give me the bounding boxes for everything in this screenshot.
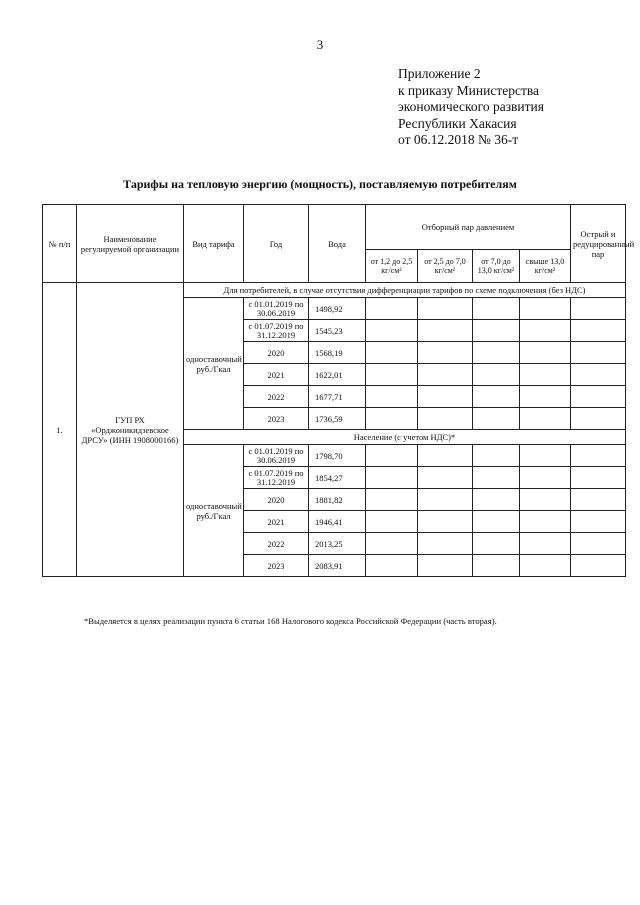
empty-cell — [520, 467, 571, 489]
water-value: 1854,27 — [309, 467, 366, 489]
empty-cell — [473, 364, 520, 386]
water-value: 1736,59 — [309, 408, 366, 430]
appendix-line: к приказу Министерства — [398, 82, 540, 98]
appendix-line: экономического развития — [398, 99, 544, 115]
water-value: 1568,19 — [309, 342, 366, 364]
empty-cell — [366, 298, 418, 320]
water-value: 2013,25 — [309, 533, 366, 555]
empty-cell — [473, 445, 520, 467]
empty-cell — [366, 489, 418, 511]
header-sharp-steam: Острый и редуцированный пар — [571, 205, 626, 283]
header-year: Год — [244, 205, 309, 283]
empty-cell — [418, 555, 473, 577]
period-cell: 2021 — [244, 364, 309, 386]
water-value: 1545,23 — [309, 320, 366, 342]
tariff-kind: одноставочный руб./Гкал — [184, 445, 244, 577]
organization-name: ГУП РХ «Орджоникидзевское ДРСУ» (ИНН 1908000166) — [77, 283, 184, 577]
appendix-note — [398, 66, 544, 149]
empty-cell — [366, 445, 418, 467]
empty-cell — [418, 408, 473, 430]
header-steam-4: свыше 13,0 кг/см² — [520, 250, 571, 283]
empty-cell — [418, 342, 473, 364]
empty-cell — [571, 364, 626, 386]
empty-cell — [473, 511, 520, 533]
empty-cell — [520, 511, 571, 533]
empty-cell — [473, 555, 520, 577]
appendix-line: от 06.12.2018 № 36-т — [398, 132, 519, 148]
water-value: 1798,70 — [309, 445, 366, 467]
header-steam-2: от 2,5 до 7,0 кг/см² — [418, 250, 473, 283]
empty-cell — [473, 386, 520, 408]
empty-cell — [473, 489, 520, 511]
period-cell: 2023 — [244, 555, 309, 577]
empty-cell — [473, 320, 520, 342]
period-cell: 2020 — [244, 342, 309, 364]
header-steam: Отборный пар давлением — [366, 205, 571, 250]
period-cell: 2022 — [244, 533, 309, 555]
appendix-line: Республики Хакасия — [398, 115, 517, 131]
appendix-line: Приложение 2 — [398, 66, 481, 81]
empty-cell — [418, 445, 473, 467]
empty-cell — [418, 511, 473, 533]
empty-cell — [520, 555, 571, 577]
empty-cell — [571, 467, 626, 489]
empty-cell — [473, 467, 520, 489]
water-value: 1498,92 — [309, 298, 366, 320]
empty-cell — [473, 298, 520, 320]
empty-cell — [520, 386, 571, 408]
empty-cell — [571, 445, 626, 467]
document-title: Тарифы на тепловую энергию (мощность), поставляемую потребителям — [123, 177, 517, 191]
empty-cell — [473, 533, 520, 555]
empty-cell — [520, 342, 571, 364]
empty-cell — [473, 342, 520, 364]
empty-cell — [571, 320, 626, 342]
empty-cell — [571, 555, 626, 577]
tariff-kind: одноставочный руб./Гкал — [184, 298, 244, 430]
period-cell: 2023 — [244, 408, 309, 430]
period-cell: с 01.01.2019 по 30.06.2019 — [244, 298, 309, 320]
header-num: № п/п — [43, 205, 77, 283]
tariff-table — [42, 204, 635, 577]
empty-cell — [418, 386, 473, 408]
empty-cell — [571, 298, 626, 320]
empty-cell — [418, 364, 473, 386]
header-steam-3: от 7,0 до 13,0 кг/см² — [473, 250, 520, 283]
page-number: 3 — [316, 37, 324, 52]
empty-cell — [520, 408, 571, 430]
period-cell: с 01.07.2019 по 31.12.2019 — [244, 320, 309, 342]
empty-cell — [520, 489, 571, 511]
empty-cell — [366, 408, 418, 430]
empty-cell — [418, 467, 473, 489]
header-kind: Вид тарифа — [184, 205, 244, 283]
empty-cell — [418, 298, 473, 320]
section-label: Население (с учетом НДС)* — [184, 430, 626, 445]
empty-cell — [366, 533, 418, 555]
water-value: 2083,91 — [309, 555, 366, 577]
water-value: 1946,41 — [309, 511, 366, 533]
empty-cell — [520, 320, 571, 342]
empty-cell — [571, 511, 626, 533]
empty-cell — [366, 467, 418, 489]
empty-cell — [571, 408, 626, 430]
footnote: *Выделяется в целях реализации пункта 6 статьи 168 Налогового кодекса Российской Федерации (часть вторая). — [84, 616, 497, 626]
empty-cell — [571, 386, 626, 408]
period-cell: 2021 — [244, 511, 309, 533]
empty-cell — [571, 489, 626, 511]
section-label: Для потребителей, в случае отсутствия дифференциации тарифов по схеме подключения (без НДС) — [184, 283, 626, 298]
empty-cell — [366, 342, 418, 364]
empty-cell — [366, 386, 418, 408]
empty-cell — [520, 364, 571, 386]
empty-cell — [473, 408, 520, 430]
empty-cell — [418, 320, 473, 342]
empty-cell — [571, 342, 626, 364]
empty-cell — [520, 445, 571, 467]
period-cell: с 01.07.2019 по 31.12.2019 — [244, 467, 309, 489]
water-value: 1622,01 — [309, 364, 366, 386]
header-water: Вода — [309, 205, 366, 283]
row-number: 1. — [43, 283, 77, 577]
empty-cell — [418, 489, 473, 511]
empty-cell — [366, 320, 418, 342]
empty-cell — [520, 533, 571, 555]
period-cell: с 01.01.2019 по 30.06.2019 — [244, 445, 309, 467]
water-value: 1881,82 — [309, 489, 366, 511]
period-cell: 2020 — [244, 489, 309, 511]
empty-cell — [520, 298, 571, 320]
header-org: Наименование регулируемой организации — [77, 205, 184, 283]
empty-cell — [366, 555, 418, 577]
period-cell: 2022 — [244, 386, 309, 408]
empty-cell — [366, 511, 418, 533]
empty-cell — [418, 533, 473, 555]
empty-cell — [571, 533, 626, 555]
empty-cell — [366, 364, 418, 386]
water-value: 1677,71 — [309, 386, 366, 408]
header-steam-1: от 1,2 до 2,5 кг/см² — [366, 250, 418, 283]
